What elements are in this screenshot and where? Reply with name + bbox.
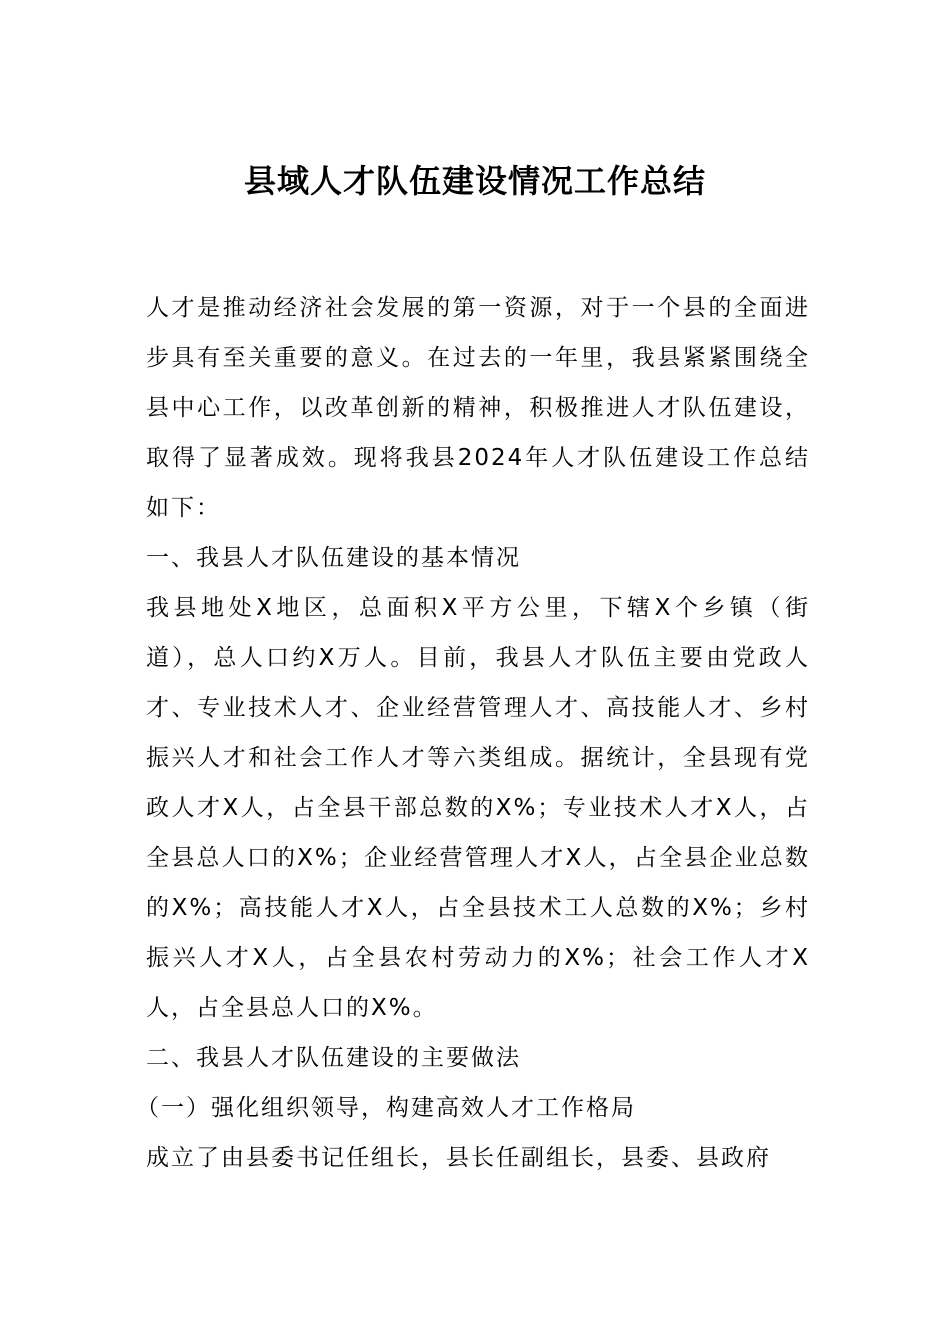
section-2-1-paragraph: 成立了由县委书记任组长，县长任副组长，县委、县政府 [146, 1145, 771, 1171]
section-2-1-heading: （一）强化组织领导，构建高效人才工作格局 [136, 1095, 636, 1121]
document-title: 县域人才队伍建设情况工作总结 [243, 162, 706, 200]
section-2-heading: 二、我县人才队伍建设的主要做法 [146, 1045, 521, 1071]
document-body [136, 283, 810, 1183]
section-1-heading: 一、我县人才队伍建设的基本情况 [146, 545, 521, 571]
section-1-paragraph: 我县地处X地区，总面积X平方公里，下辖X个乡镇（街道），总人口约X万人。目前，我县人才队伍主要由党政人才、专业技术人才、企业经营管理人才、高技能人才、乡村振兴人才和社会工作人才等六类组成。据统计，全县现有党政人才X人，占全县干部总数的X%；专业技术人才X人，占全县总人口的X%；企业经营管理人才X人，占全县企业总数的X%；高技能人才X人，占全县技术工人总数的X%；乡村振兴人才X人，占全县农村劳动力的X%；社会工作人才X人，占全县总人口的X%。 [146, 595, 810, 1021]
intro-paragraph: 人才是推动经济社会发展的第一资源，对于一个县的全面进步具有至关重要的意义。在过去的一年里，我县紧紧围绕全县中心工作，以改革创新的精神，积极推进人才队伍建设，取得了显著成效。现将我县2024年人才队伍建设工作总结如下： [146, 295, 810, 521]
